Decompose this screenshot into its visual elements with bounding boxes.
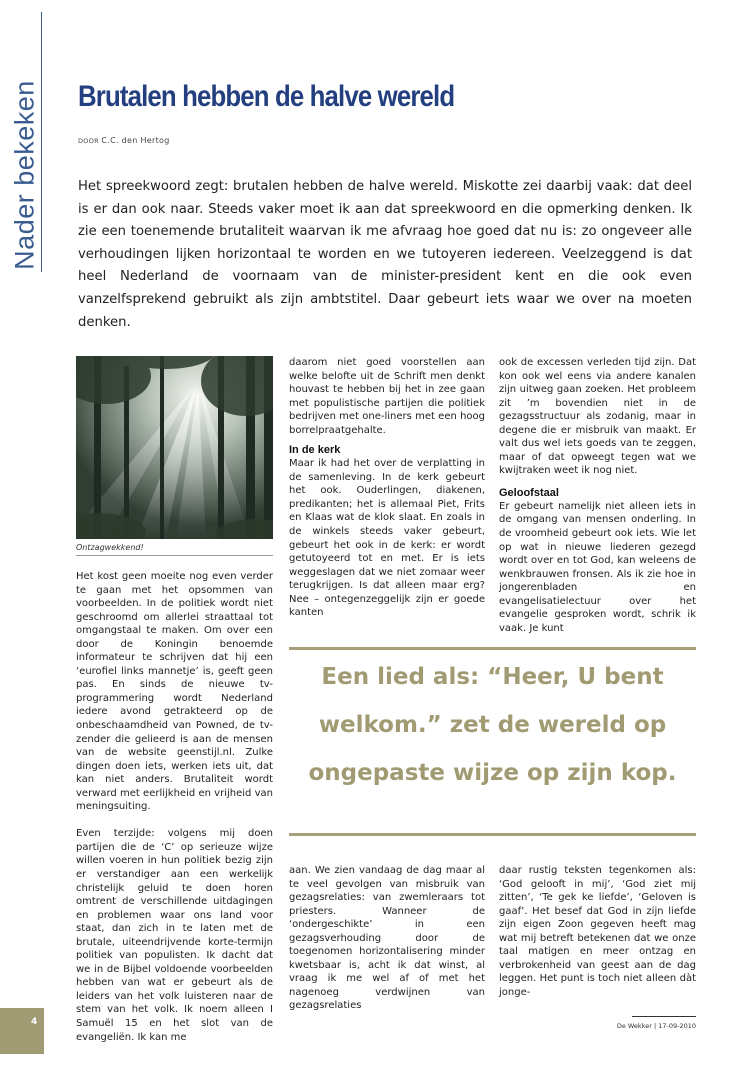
byline-prefix: DOOR xyxy=(78,137,99,145)
paragraph: Het kost geen moeite nog even verder te gaan met het opsommen van voorbeelden. In de politiek wordt niet geschroomd om allerlei straattaal tot omgangstaal te maken. Om over een door de Koningin benoemde informateur te schrijven dat hij een ‘eurofiel links mannetje’ is, geeft geen pas. En sinds de nieuwe tv-programmering wordt Nederland iedere avond getrakteerd op de onbeschaamdheid van Powned, de tv-zender die gelieerd is aan de mensen van de website geenstijl.nl. Zulke dingen doen iets, werken iets uit, dat kan niet anders. Brutaliteit wordt verward met eerlijkheid en vrijheid van meningsuiting. xyxy=(76,571,273,813)
section-label: Nader bekeken xyxy=(9,80,40,270)
paragraph: Even terzijde: volgens mij doen partijen die de ‘C’ op serieuze wijze willen voeren in hun politiek bezig zijn er verstandiger aan een werkelijk christelijk geluid te doen horen omtrent de verschillende uitdagingen en problemen waar ons land voor staat, dan zich in te laten met de brutale, uiteendrijvende korte-termijn politiek van populisten. Ik dacht dat we in de Bijbel voldoende voorbeelden hebben van wat er gebeurt als de leiders van het volk luisteren naar de stem van het volk. Ik noem alleen I Samuël 15 en het slot van de evangeliën. Ik kan me xyxy=(76,828,273,1043)
forest-sunrays-image xyxy=(76,356,273,539)
byline xyxy=(78,136,170,145)
column-2-bottom xyxy=(289,864,485,1027)
page-number: 4 xyxy=(0,1008,44,1054)
column-3-top xyxy=(499,356,696,649)
byline-author: C.C. den Hertog xyxy=(101,136,170,145)
column-3-bottom xyxy=(499,864,696,1013)
publication-footer: De Wekker | 17-09-2010 xyxy=(616,1022,696,1030)
paragraph: Maar ik had het over de verplatting in de samenleving. In de kerk gebeurt het ook. Ouderlingen, diakenen, predikanten; het is allemaal Piet, Frits en Klaas wat de klok slaat. En zoals in de winkels steeds vaker gebeurt, gebeurt het ook in de kerk: er wordt getutoyeerd tot en met. Er is iets weggeslagen dat we niet zomaar weer terugkrijgen. Is dat alleen maar erg? Nee – ontegenzeggelijk zijn er goede kanten xyxy=(289,458,485,619)
paragraph: daarom niet goed voorstellen aan welke belofte uit de Schrift men denkt houvast te hebben bij het in zee gaan met populistische partijen die politiek bedrijven met one-liners met een hoog borrelpraatgehalte. xyxy=(289,357,485,436)
subheading-in-de-kerk: In de kerk xyxy=(289,444,341,457)
pull-quote: Een lied als: “Heer, U bent welkom.” zet de wereld op ongepaste wijze op zijn kop. xyxy=(308,664,677,786)
column-2-top xyxy=(289,356,485,633)
paragraph: ook de excessen verleden tijd zijn. Dat kon ook wel eens via andere kanalen zijn uitweg gaan zoeken. Het probleem zit ’m bovendien niet in de gezagsstructuur als zodanig, maar in degene die er misbruik van maakt. Er valt dus wel iets goeds van te zeggen, maar of dat opweegt tegen wat we kwijtraken weet ik nog niet. xyxy=(499,357,696,477)
forest-photo xyxy=(76,356,273,539)
footer-rule xyxy=(632,1016,696,1017)
photo-caption: Ontzagwekkend! xyxy=(76,543,273,556)
paragraph: daar rustig teksten tegenkomen als: ‘God gelooft in mij’, ‘God ziet mij zitten’, ‘Te gek ke liefde’, ‘Geloven is gaaf’. Het besef dat God in zijn liefde zijn eigen Zoon gegeven heeft mag wat mij betreft betekenen dat we onze taal matigen en meer ontzag en verbrokenheid van geest aan de dag leggen. Het punt is toch niet alleen dàt jonge- xyxy=(499,865,696,998)
quote-bottom-rule xyxy=(289,833,696,836)
subheading-geloofstaal: Geloofstaal xyxy=(499,486,559,499)
quote-top-rule xyxy=(289,647,696,650)
column-1 xyxy=(76,570,273,1058)
paragraph: aan. We zien vandaag de dag maar al te veel gevolgen van misbruik van gezagsrelaties: van zwemleraars tot priesters. Wanneer de ‘ondergeschikte’ in een gezagsverhouding door de toegenomen horizontalisering minder kwetsbaar is, acht ik dat winst, al vraag ik me wel af of met het nagenoeg verdwijnen van gezagsrelaties xyxy=(289,865,485,1012)
paragraph: Er gebeurt namelijk niet alleen iets in de omgang van mensen onderling. In de vroomheid gebeurt ook iets. Wie let op wat in nieuwe liederen gezegd wordt over en tot God, kan weleens de wenkbrauwen fronsen. Als ik zie hoe in jongerenbladen en evangelisatielectuur over het evangelie gesproken wordt, schrik ik vaak. Je kunt xyxy=(499,500,696,634)
article-intro: Het spreekwoord zegt: brutalen hebben de halve wereld. Miskotte zei daarbij vaak: dat deel is er dan ook naar. Steeds vaker moet ik aan dat spreekwoord en die opmerking denken. Ik zie een toenemende brutaliteit waarvan ik me afvraag hoe goed dat nu is: zo ongeveer alle verhoudingen lijken horizontaal te worden en we tutoyeren iedereen. Veelzeggend is dat heel Nederland de voornaam van de minister-president kent en die ook even vanzelfsprekend gebruikt als zijn ambtstitel. Daar gebeurt iets waar we over na moeten denken. xyxy=(78,179,692,330)
article-title: Brutalen hebben de halve wereld xyxy=(78,80,455,113)
